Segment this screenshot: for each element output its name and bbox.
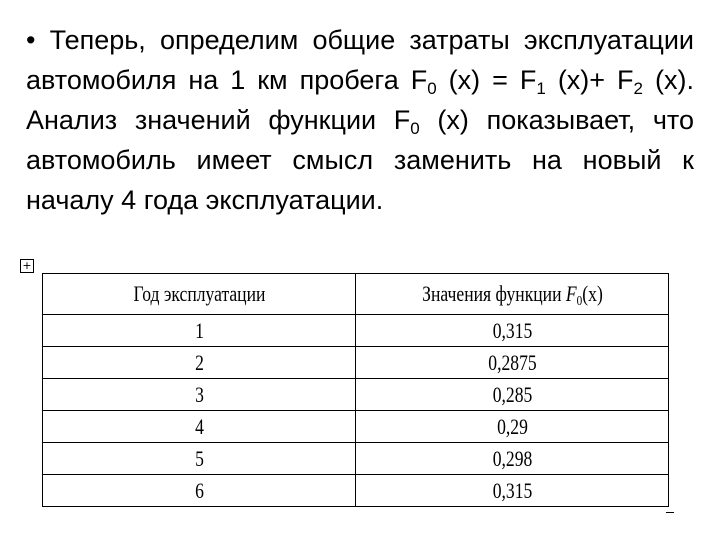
cell-value: 0,2875	[387, 347, 637, 379]
table-row	[43, 347, 669, 379]
table-row	[43, 315, 669, 347]
slide-paragraph	[26, 20, 694, 220]
corner-mark	[666, 512, 674, 513]
table-row	[43, 443, 669, 475]
header-value-prefix: Значения функции	[421, 281, 566, 306]
subscript-0: 0	[427, 79, 437, 98]
function-argument: (x)	[581, 281, 603, 306]
table-header-row	[43, 274, 669, 315]
function-subscript: 0	[576, 294, 582, 309]
cell-value: 0,315	[387, 475, 637, 507]
cell-year: 2	[74, 347, 324, 379]
table-row	[43, 411, 669, 443]
cell-value: 0,315	[387, 315, 637, 347]
paragraph-text-3: (x)+ F	[545, 65, 634, 95]
subscript-0-second: 0	[410, 119, 420, 138]
cell-year: 4	[74, 411, 324, 443]
function-name	[565, 281, 582, 309]
table-row	[43, 379, 669, 411]
table-move-handle-icon[interactable]: +	[20, 259, 34, 273]
paragraph-text-5: (x) показывает, что автомобиль имеет смысл заменить на новый к началу 4 года эксплуатации.	[26, 105, 694, 215]
function-letter: F	[565, 281, 577, 306]
header-year: Год эксплуатации	[74, 274, 324, 315]
cell-year: 6	[74, 475, 324, 507]
cell-year: 5	[74, 443, 324, 475]
table-body	[43, 315, 669, 507]
paragraph-text-2: (x) = F	[436, 65, 537, 95]
cell-year: 1	[74, 315, 324, 347]
cell-value: 0,29	[387, 411, 637, 443]
function-values-table	[42, 273, 669, 507]
subscript-1: 1	[536, 79, 546, 98]
cell-year: 3	[74, 379, 324, 411]
cell-value: 0,298	[387, 443, 637, 475]
header-function-value	[387, 274, 637, 315]
paragraph-text-1: • Теперь, определим общие затраты эксплуатации автомобиля на 1 км пробега F	[26, 25, 694, 95]
subscript-2: 2	[633, 79, 644, 98]
paragraph-text-4: (x). Анализ значений функции F	[26, 65, 694, 135]
table-row	[43, 475, 669, 507]
cell-value: 0,285	[387, 379, 637, 411]
